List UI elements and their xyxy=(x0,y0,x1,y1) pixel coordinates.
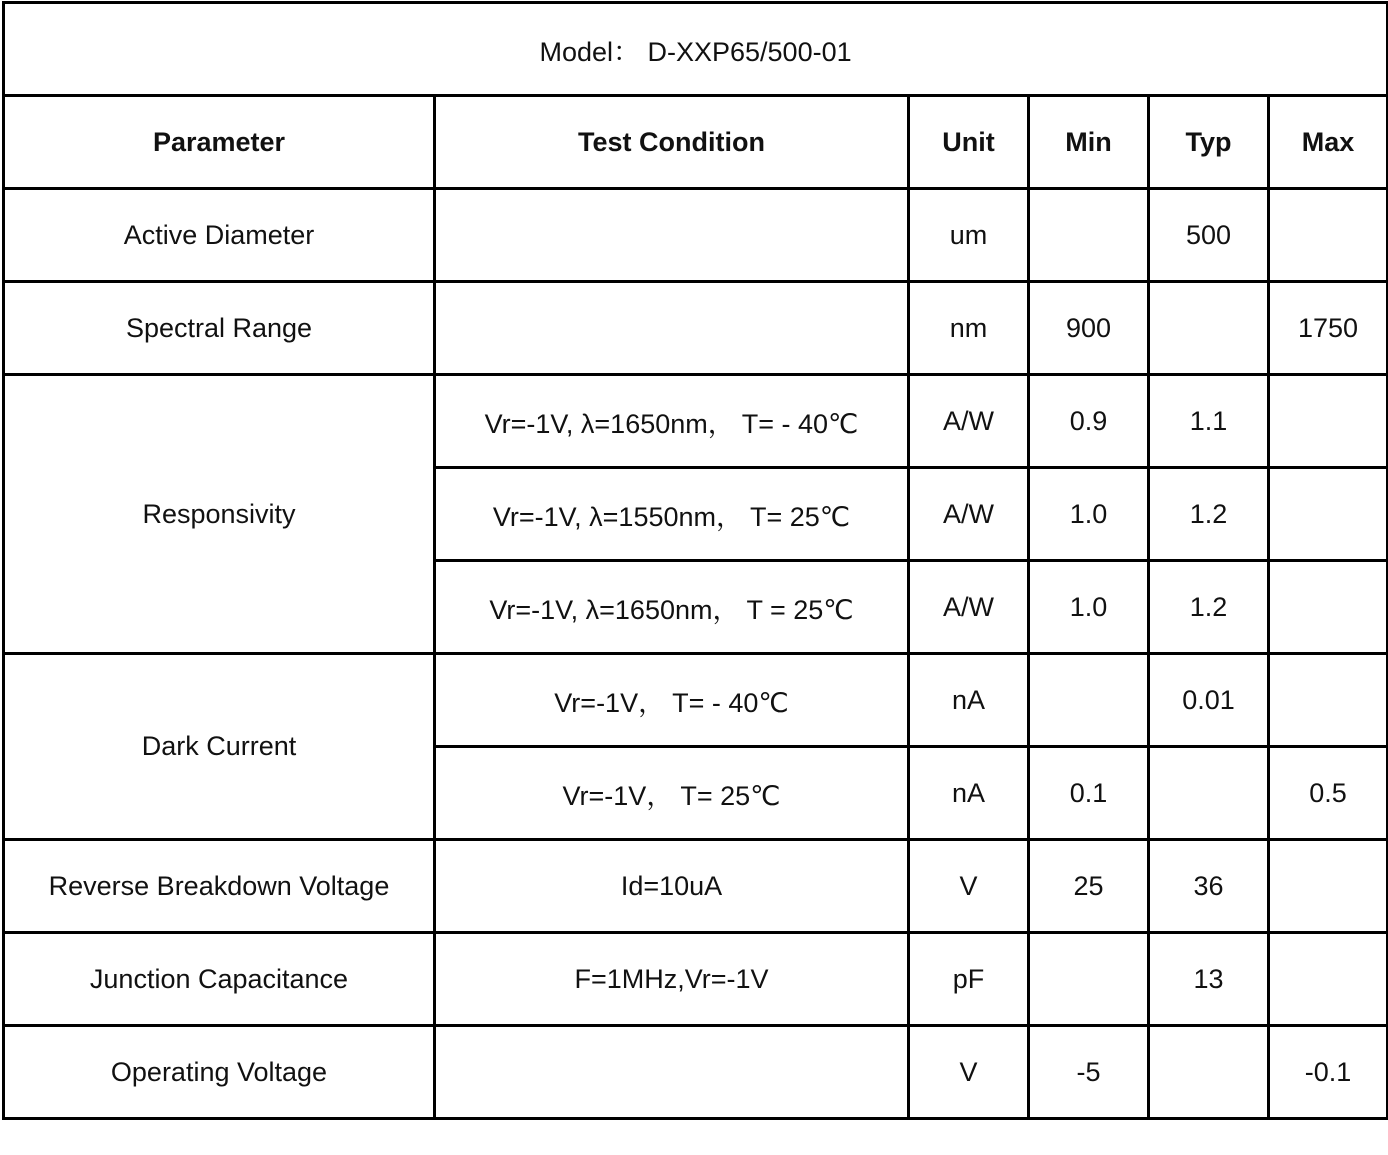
max-cell xyxy=(1269,840,1388,933)
header-test-condition: Test Condition xyxy=(435,96,909,189)
typ-cell: 500 xyxy=(1149,189,1269,282)
table-row-operating-voltage xyxy=(4,1026,1388,1119)
min-cell: 1.0 xyxy=(1029,561,1149,654)
header-row xyxy=(4,96,1388,189)
condition-cell: Vr=-1V, λ=1650nm， T = 25℃ xyxy=(435,561,909,654)
max-cell xyxy=(1269,468,1388,561)
max-cell xyxy=(1269,189,1388,282)
unit-cell: A/W xyxy=(909,468,1029,561)
min-cell: 1.0 xyxy=(1029,468,1149,561)
parameter-cell: Operating Voltage xyxy=(4,1026,435,1119)
condition-cell: Vr=-1V， T= - 40℃ xyxy=(435,654,909,747)
parameter-cell: Reverse Breakdown Voltage xyxy=(4,840,435,933)
typ-cell: 1.2 xyxy=(1149,561,1269,654)
typ-cell: 13 xyxy=(1149,933,1269,1026)
min-cell: 0.1 xyxy=(1029,747,1149,840)
table-row-junction-capacitance xyxy=(4,933,1388,1026)
table-row-dark-current-1 xyxy=(4,654,1388,747)
typ-cell: 1.2 xyxy=(1149,468,1269,561)
spec-table xyxy=(2,1,1388,1120)
min-cell: 25 xyxy=(1029,840,1149,933)
unit-cell: V xyxy=(909,1026,1029,1119)
unit-cell: A/W xyxy=(909,561,1029,654)
header-parameter: Parameter xyxy=(4,96,435,189)
condition-cell xyxy=(435,189,909,282)
table-row-spectral-range xyxy=(4,282,1388,375)
min-cell xyxy=(1029,654,1149,747)
header-typ: Typ xyxy=(1149,96,1269,189)
header-max: Max xyxy=(1269,96,1388,189)
parameter-cell: Junction Capacitance xyxy=(4,933,435,1026)
condition-cell: Vr=-1V， T= 25℃ xyxy=(435,747,909,840)
typ-cell xyxy=(1149,282,1269,375)
typ-cell xyxy=(1149,1026,1269,1119)
max-cell xyxy=(1269,654,1388,747)
max-cell: -0.1 xyxy=(1269,1026,1388,1119)
header-unit: Unit xyxy=(909,96,1029,189)
max-cell xyxy=(1269,933,1388,1026)
min-cell: 0.9 xyxy=(1029,375,1149,468)
unit-cell: pF xyxy=(909,933,1029,1026)
max-cell: 1750 xyxy=(1269,282,1388,375)
typ-cell xyxy=(1149,747,1269,840)
table-row-reverse-breakdown-voltage xyxy=(4,840,1388,933)
min-cell: -5 xyxy=(1029,1026,1149,1119)
condition-cell: Vr=-1V, λ=1650nm， T= - 40℃ xyxy=(435,375,909,468)
min-cell xyxy=(1029,189,1149,282)
unit-cell: nA xyxy=(909,654,1029,747)
parameter-cell: Dark Current xyxy=(4,654,435,840)
model-title: Model： D-XXP65/500-01 xyxy=(4,3,1388,96)
max-cell xyxy=(1269,561,1388,654)
max-cell xyxy=(1269,375,1388,468)
condition-cell: Id=10uA xyxy=(435,840,909,933)
header-min: Min xyxy=(1029,96,1149,189)
unit-cell: um xyxy=(909,189,1029,282)
table-row-responsivity-1 xyxy=(4,375,1388,468)
condition-cell: Vr=-1V, λ=1550nm， T= 25℃ xyxy=(435,468,909,561)
typ-cell: 36 xyxy=(1149,840,1269,933)
parameter-cell: Responsivity xyxy=(4,375,435,654)
max-cell: 0.5 xyxy=(1269,747,1388,840)
parameter-cell: Spectral Range xyxy=(4,282,435,375)
unit-cell: nm xyxy=(909,282,1029,375)
unit-cell: nA xyxy=(909,747,1029,840)
unit-cell: A/W xyxy=(909,375,1029,468)
title-row xyxy=(4,3,1388,96)
min-cell xyxy=(1029,933,1149,1026)
unit-cell: V xyxy=(909,840,1029,933)
parameter-cell: Active Diameter xyxy=(4,189,435,282)
condition-cell: F=1MHz,Vr=-1V xyxy=(435,933,909,1026)
typ-cell: 0.01 xyxy=(1149,654,1269,747)
condition-cell xyxy=(435,1026,909,1119)
typ-cell: 1.1 xyxy=(1149,375,1269,468)
table-row-active-diameter xyxy=(4,189,1388,282)
min-cell: 900 xyxy=(1029,282,1149,375)
condition-cell xyxy=(435,282,909,375)
